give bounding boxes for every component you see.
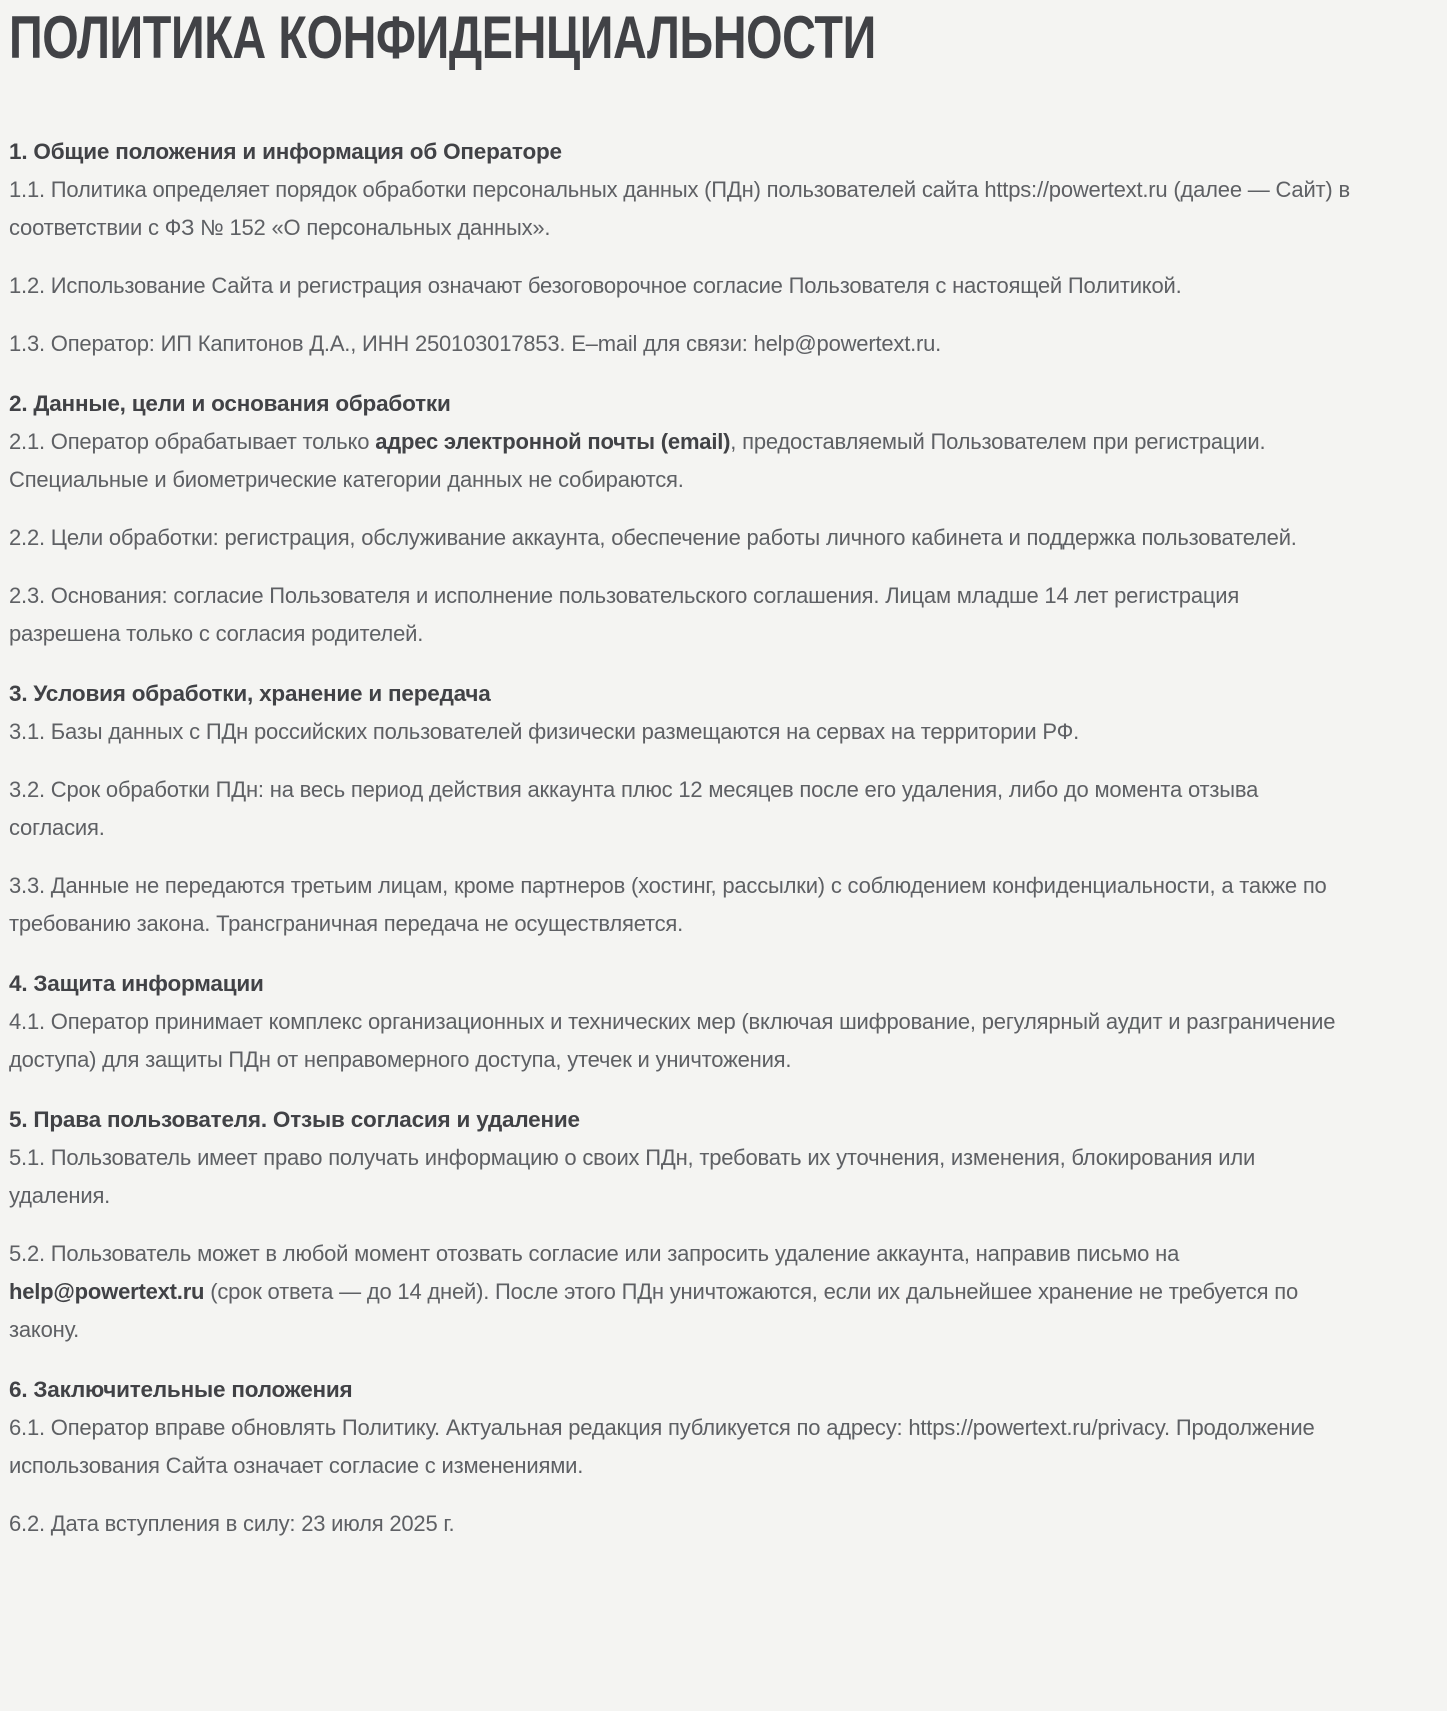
text-segment: 1.3. Оператор: ИП Капитонов Д.А., ИНН 250103017853. E–mail для связи: help@powertext.ru. [9,331,942,356]
policy-paragraph [9,1139,1354,1215]
policy-paragraph [9,1003,1354,1079]
policy-section [9,675,1354,943]
policy-paragraph [9,325,1354,363]
privacy-policy-document [9,6,1354,1543]
text-segment: 5.1. Пользователь имеет право получать информацию о своих ПДн, требовать их уточнения, изменения, блокирования или удаления. [9,1145,1256,1208]
text-segment: 3.3. Данные не передаются третьим лицам, кроме партнеров (хостинг, рассылки) с соблюдением конфиденциальности, а также по требованию закона. Трансграничная передача не осуществляется. [9,873,1327,936]
text-segment: 3.1. Базы данных с ПДн российских пользователей физически размещаются на сервах на территории РФ. [9,719,1080,744]
bold-text: help@powertext.ru [9,1279,205,1304]
text-segment: (срок ответа — до 14 дней). После этого ПДн уничтожаются, если их дальнейшее хранение не требуется по закону. [9,1279,1298,1342]
policy-section [9,965,1354,1079]
policy-paragraph [9,577,1354,653]
text-segment: 3.2. Срок обработки ПДн: на весь период действия аккаунта плюс 12 месяцев после его удаления, либо до момента отзыва согласия. [9,777,1259,840]
page-title: ПОЛИТИКА КОНФИДЕНЦИАЛЬНОСТИ [9,4,876,71]
policy-paragraph [9,171,1354,247]
policy-paragraph [9,267,1354,305]
text-segment: 2.3. Основания: согласие Пользователя и исполнение пользовательского соглашения. Лицам младше 14 лет регистрация разрешена только с согласия родителей. [9,583,1240,646]
section-heading: 5. Права пользователя. Отзыв согласия и удаление [9,1107,580,1132]
text-segment: 4.1. Оператор принимает комплекс организационных и технических мер (включая шифрование, регулярный аудит и разграничение доступа) для защиты ПДн от неправомерного доступа, утечек и уничтожения. [9,1009,1336,1072]
policy-paragraph [9,1409,1354,1485]
policy-paragraph [9,771,1354,847]
text-segment: 6.1. Оператор вправе обновлять Политику. Актуальная редакция публикуется по адресу: https://powertext.ru/privacy. Продолжение использования Сайта означает согласие с изменениями. [9,1415,1315,1478]
policy-section [9,133,1354,363]
text-segment: 1.2. Использование Сайта и регистрация означают безоговорочное согласие Пользователя с настоящей Политикой. [9,273,1182,298]
policy-paragraph [9,423,1354,499]
text-segment: 1.1. Политика определяет порядок обработки персональных данных (ПДн) пользователей сайта https://powertext.ru (далее — Сайт) в соответствии с ФЗ № 152 «О персональных данных». [9,177,1350,240]
text-segment: 2.2. Цели обработки: регистрация, обслуживание аккаунта, обеспечение работы личного кабинета и поддержка пользователей. [9,525,1297,550]
bold-text: адрес электронной почты (email) [375,429,731,454]
text-segment: 6.2. Дата вступления в силу: 23 июля 2025 г. [9,1511,455,1536]
section-heading: 1. Общие положения и информация об Операторе [9,139,562,164]
section-heading: 6. Заключительные положения [9,1377,353,1402]
section-heading: 3. Условия обработки, хранение и передача [9,681,491,706]
section-heading: 2. Данные, цели и основания обработки [9,391,451,416]
policy-paragraph [9,1505,1354,1543]
policy-paragraph [9,713,1354,751]
policy-section [9,1101,1354,1349]
policy-paragraph [9,867,1354,943]
sections-container [9,133,1354,1543]
policy-paragraph [9,519,1354,557]
text-segment: 5.2. Пользователь может в любой момент отозвать согласие или запросить удаление аккаунта, направив письмо на [9,1241,1180,1266]
text-segment: , предоставляемый Пользователем при регистрации. Специальные и биометрические категории данных не собираются. [9,429,1266,492]
text-segment: 2.1. Оператор обрабатывает только [9,429,376,454]
policy-section [9,385,1354,653]
section-heading: 4. Защита информации [9,971,264,996]
policy-section [9,1371,1354,1543]
policy-paragraph [9,1235,1354,1349]
